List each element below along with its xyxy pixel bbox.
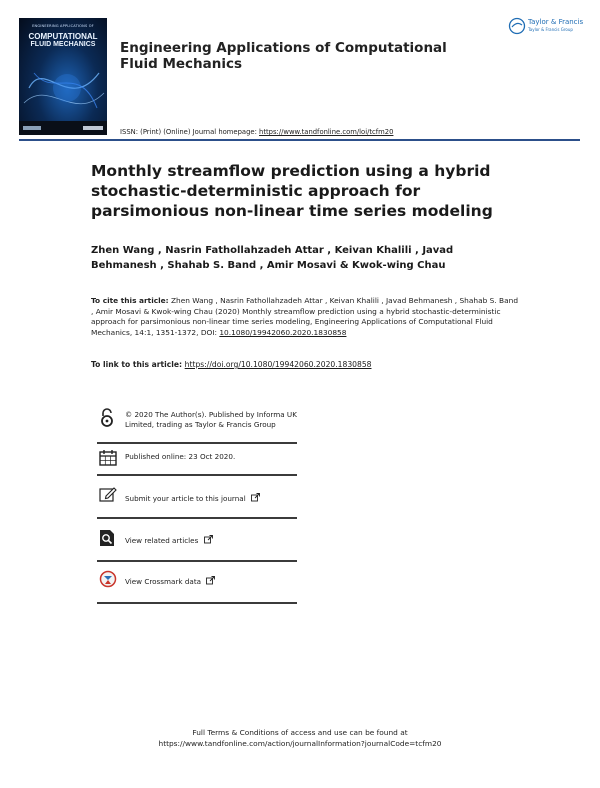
- citation-text: Zhen Wang , Nasrin Fathollahzadeh Attar , Keivan Khalili , Javad Behmanesh , Shahab S. Band , Amir Mosavi & Kwok-wing Chau (2020) Monthly streamflow prediction using a hybrid stochastic-deterministic approach for parsimonious non-linear time series modeling, Engineering Applications of Computational Fluid Mechanics, 14:1, 1351-1372, DOI:: [91, 296, 519, 337]
- header-divider: [19, 139, 580, 141]
- info-divider-3: [97, 517, 297, 519]
- issn-text: ISSN: (Print) (Online) Journal homepage:: [120, 128, 260, 136]
- publisher-logo-line1: Taylor & Francis: [528, 18, 584, 26]
- journal-homepage-link[interactable]: https://www.tandfonline.com/loi/tcfm20: [259, 128, 394, 136]
- calendar-icon: [99, 449, 117, 466]
- open-access-lock-icon: [99, 408, 115, 428]
- info-divider-1: [97, 442, 297, 444]
- article-link-label: To link to this article:: [91, 360, 185, 369]
- cover-publisher-mark-right: [83, 126, 103, 130]
- article-doi-link[interactable]: https://doi.org/10.1080/19942060.2020.1830858: [184, 360, 372, 369]
- external-link-icon: [251, 493, 260, 502]
- publisher-logo-icon: [508, 17, 526, 35]
- citation-block: [91, 296, 521, 338]
- published-date-text: Published online: 23 Oct 2020.: [125, 452, 236, 461]
- crossmark-icon: [99, 570, 117, 588]
- article-title: Monthly streamflow prediction using a hybrid stochastic-deterministic approach for parsimonious non-linear time series modeling: [91, 162, 493, 220]
- footer-terms-link[interactable]: https://www.tandfonline.com/action/journalInformation?journalCode=tcfm20: [158, 739, 442, 748]
- related-articles-link[interactable]: [125, 535, 297, 546]
- article-link-line: [91, 360, 371, 369]
- citation-label: To cite this article:: [91, 296, 169, 305]
- info-divider-2: [97, 474, 297, 476]
- submit-row[interactable]: [97, 486, 297, 512]
- edit-pencil-icon: [99, 486, 117, 502]
- article-authors: Zhen Wang , Nasrin Fathollahzadeh Attar , Keivan Khalili , Javad Behmanesh , Shahab S. Band , Amir Mosavi & Kwok-wing Chau: [91, 245, 454, 271]
- search-magnifier-icon: [99, 529, 115, 547]
- journal-cover-image[interactable]: [19, 18, 107, 135]
- publisher-logo-line2: Taylor & Francis Group: [528, 27, 573, 32]
- cover-title-line1: COMPUTATIONAL: [28, 32, 98, 41]
- crossmark-label: View Crossmark data: [125, 577, 202, 586]
- crossmark-link[interactable]: [125, 576, 297, 587]
- related-articles-label: View related articles: [125, 536, 199, 545]
- footer: [0, 727, 600, 749]
- license-text: © 2020 The Author(s). Published by Informa UK Limited, trading as Taylor & Francis Group: [125, 410, 297, 429]
- submit-article-link[interactable]: [125, 493, 297, 504]
- cover-top-line: ENGINEERING APPLICATIONS OF: [32, 24, 94, 28]
- journal-title: Engineering Applications of Computational Fluid Mechanics: [120, 40, 447, 72]
- external-link-icon: [206, 576, 215, 585]
- crossmark-row[interactable]: [97, 570, 297, 596]
- license-row: [97, 408, 297, 442]
- external-link-icon: [204, 535, 213, 544]
- submit-article-label: Submit your article to this journal: [125, 494, 246, 503]
- related-articles-row[interactable]: [97, 528, 297, 554]
- cover-publisher-mark-left: [23, 126, 41, 130]
- cover-footer-band: [19, 121, 107, 135]
- publisher-logo[interactable]: [508, 16, 584, 38]
- issn-line: [120, 128, 393, 136]
- published-row: [97, 448, 297, 474]
- info-divider-4: [97, 560, 297, 562]
- cover-title-line2: FLUID MECHANICS: [30, 41, 96, 48]
- footer-line1: Full Terms & Conditions of access and use can be found at: [192, 728, 408, 737]
- citation-doi-link[interactable]: 10.1080/19942060.2020.1830858: [219, 327, 347, 337]
- info-divider-5: [97, 602, 297, 604]
